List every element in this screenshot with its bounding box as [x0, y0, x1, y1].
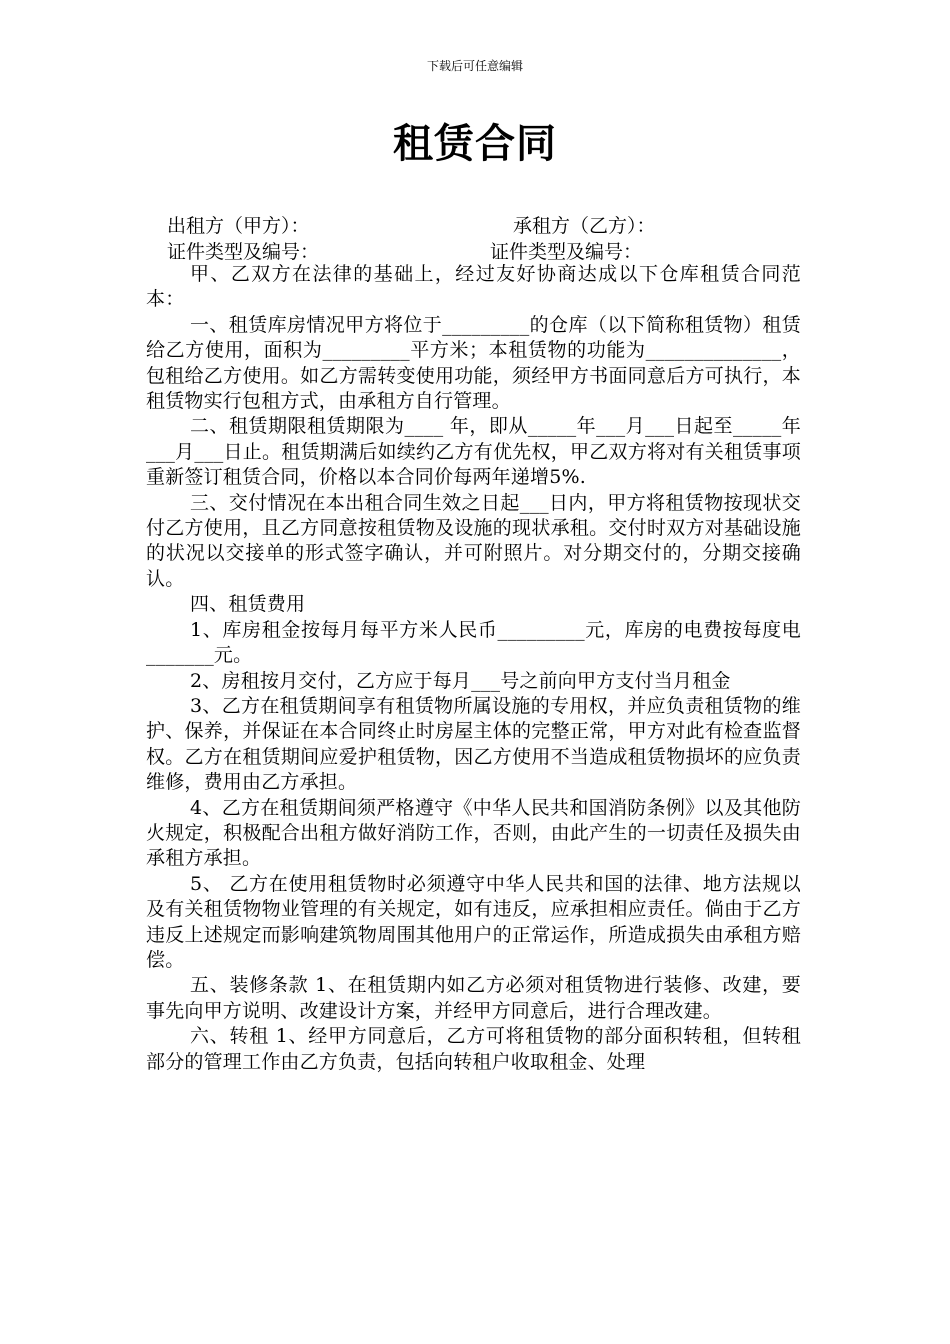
- paragraph-maintenance: 3、乙方在租赁期间享有租赁物所属设施的专用权，并应负责租赁物的维护、保养，并保证在本合同终止时房屋主体的完整正常，甲方对此有检查监督权。乙方在租赁期间应爱护租赁物，因乙方使用不当造成租赁物损坏的应负责维修，费用由乙方承担。: [146, 694, 801, 794]
- contract-body: [146, 262, 801, 1075]
- paragraph-fee-rent: 1、库房租金按每月每平方米人民币_________元，库房的电费按每度电_______元。: [146, 618, 801, 667]
- lessee-id-label: 证件类型及编号：: [490, 241, 643, 263]
- paragraph-fire-safety: 4、乙方在租赁期间须严格遵守《中华人民共和国消防条例》以及其他防火规定，积极配合出租方做好消防工作，否则，由此产生的一切责任及损失由承租方承担。: [146, 796, 801, 870]
- paragraph-renovation: 五、装修条款 1、在租赁期内如乙方必须对租赁物进行装修、改建，要事先向甲方说明、改建设计方案，并经甲方同意后，进行合理改建。: [146, 974, 801, 1022]
- lessor-label: 出租方（甲方）：: [167, 215, 310, 237]
- lessor-id-label: 证件类型及编号：: [167, 241, 320, 263]
- paragraph-intro: 甲、乙双方在法律的基础上，经过友好协商达成以下仓库租赁合同范本：: [146, 263, 801, 311]
- lessee-label: 承租方（乙方）：: [513, 215, 656, 237]
- header-note: 下载后可任意编辑: [426, 59, 523, 73]
- paragraph-sublease: 六、转租 1、经甲方同意后，乙方可将租赁物的部分面积转租，但转租部分的管理工作由乙方负责，包括向转租户收取租金、处理: [146, 1025, 801, 1073]
- paragraph-term: 二、租赁期限租赁期限为____ 年，即从_____年___月___日起至_____年___月___日止。租赁期满后如续约乙方有优先权，甲乙双方将对有关租赁事项重新签订租赁合同，价格以本合同价每两年递增5%.: [146, 415, 801, 489]
- paragraph-compliance: 5、 乙方在使用租赁物时必须遵守中华人民共和国的法律、地方法规以及有关租赁物物业管理的有关规定，如有违反，应承担相应责任。倘由于乙方违反上述规定而影响建筑物周围其他用户的正常运作，所造成损失由承租方赔偿。: [146, 872, 801, 971]
- paragraph-fees-heading: 四、租赁费用: [190, 593, 306, 616]
- document-title: 租赁合同: [393, 121, 557, 167]
- paragraph-premises: 一、租赁库房情况甲方将位于_________的仓库（以下简称租赁物）租赁给乙方使用，面积为_________平方米；本租赁物的功能为______________， 包租给乙方使用。如乙方需转变使用功能，须经甲方书面同意后方可执行，本租赁物实行包租方式，由承租方自行管理。: [146, 313, 801, 413]
- paragraph-delivery: 三、交付情况在本出租合同生效之日起___日内，甲方将租赁物按现状交付乙方使用，且乙方同意按租赁物及设施的现状承租。交付时双方对基础设施的状况以交接单的形式签字确认，并可附照片。对分期交付的，分期交接确认。: [146, 491, 801, 590]
- paragraph-fee-payment: 2、房租按月交付，乙方应于每月___号之前向甲方支付当月租金: [190, 669, 731, 692]
